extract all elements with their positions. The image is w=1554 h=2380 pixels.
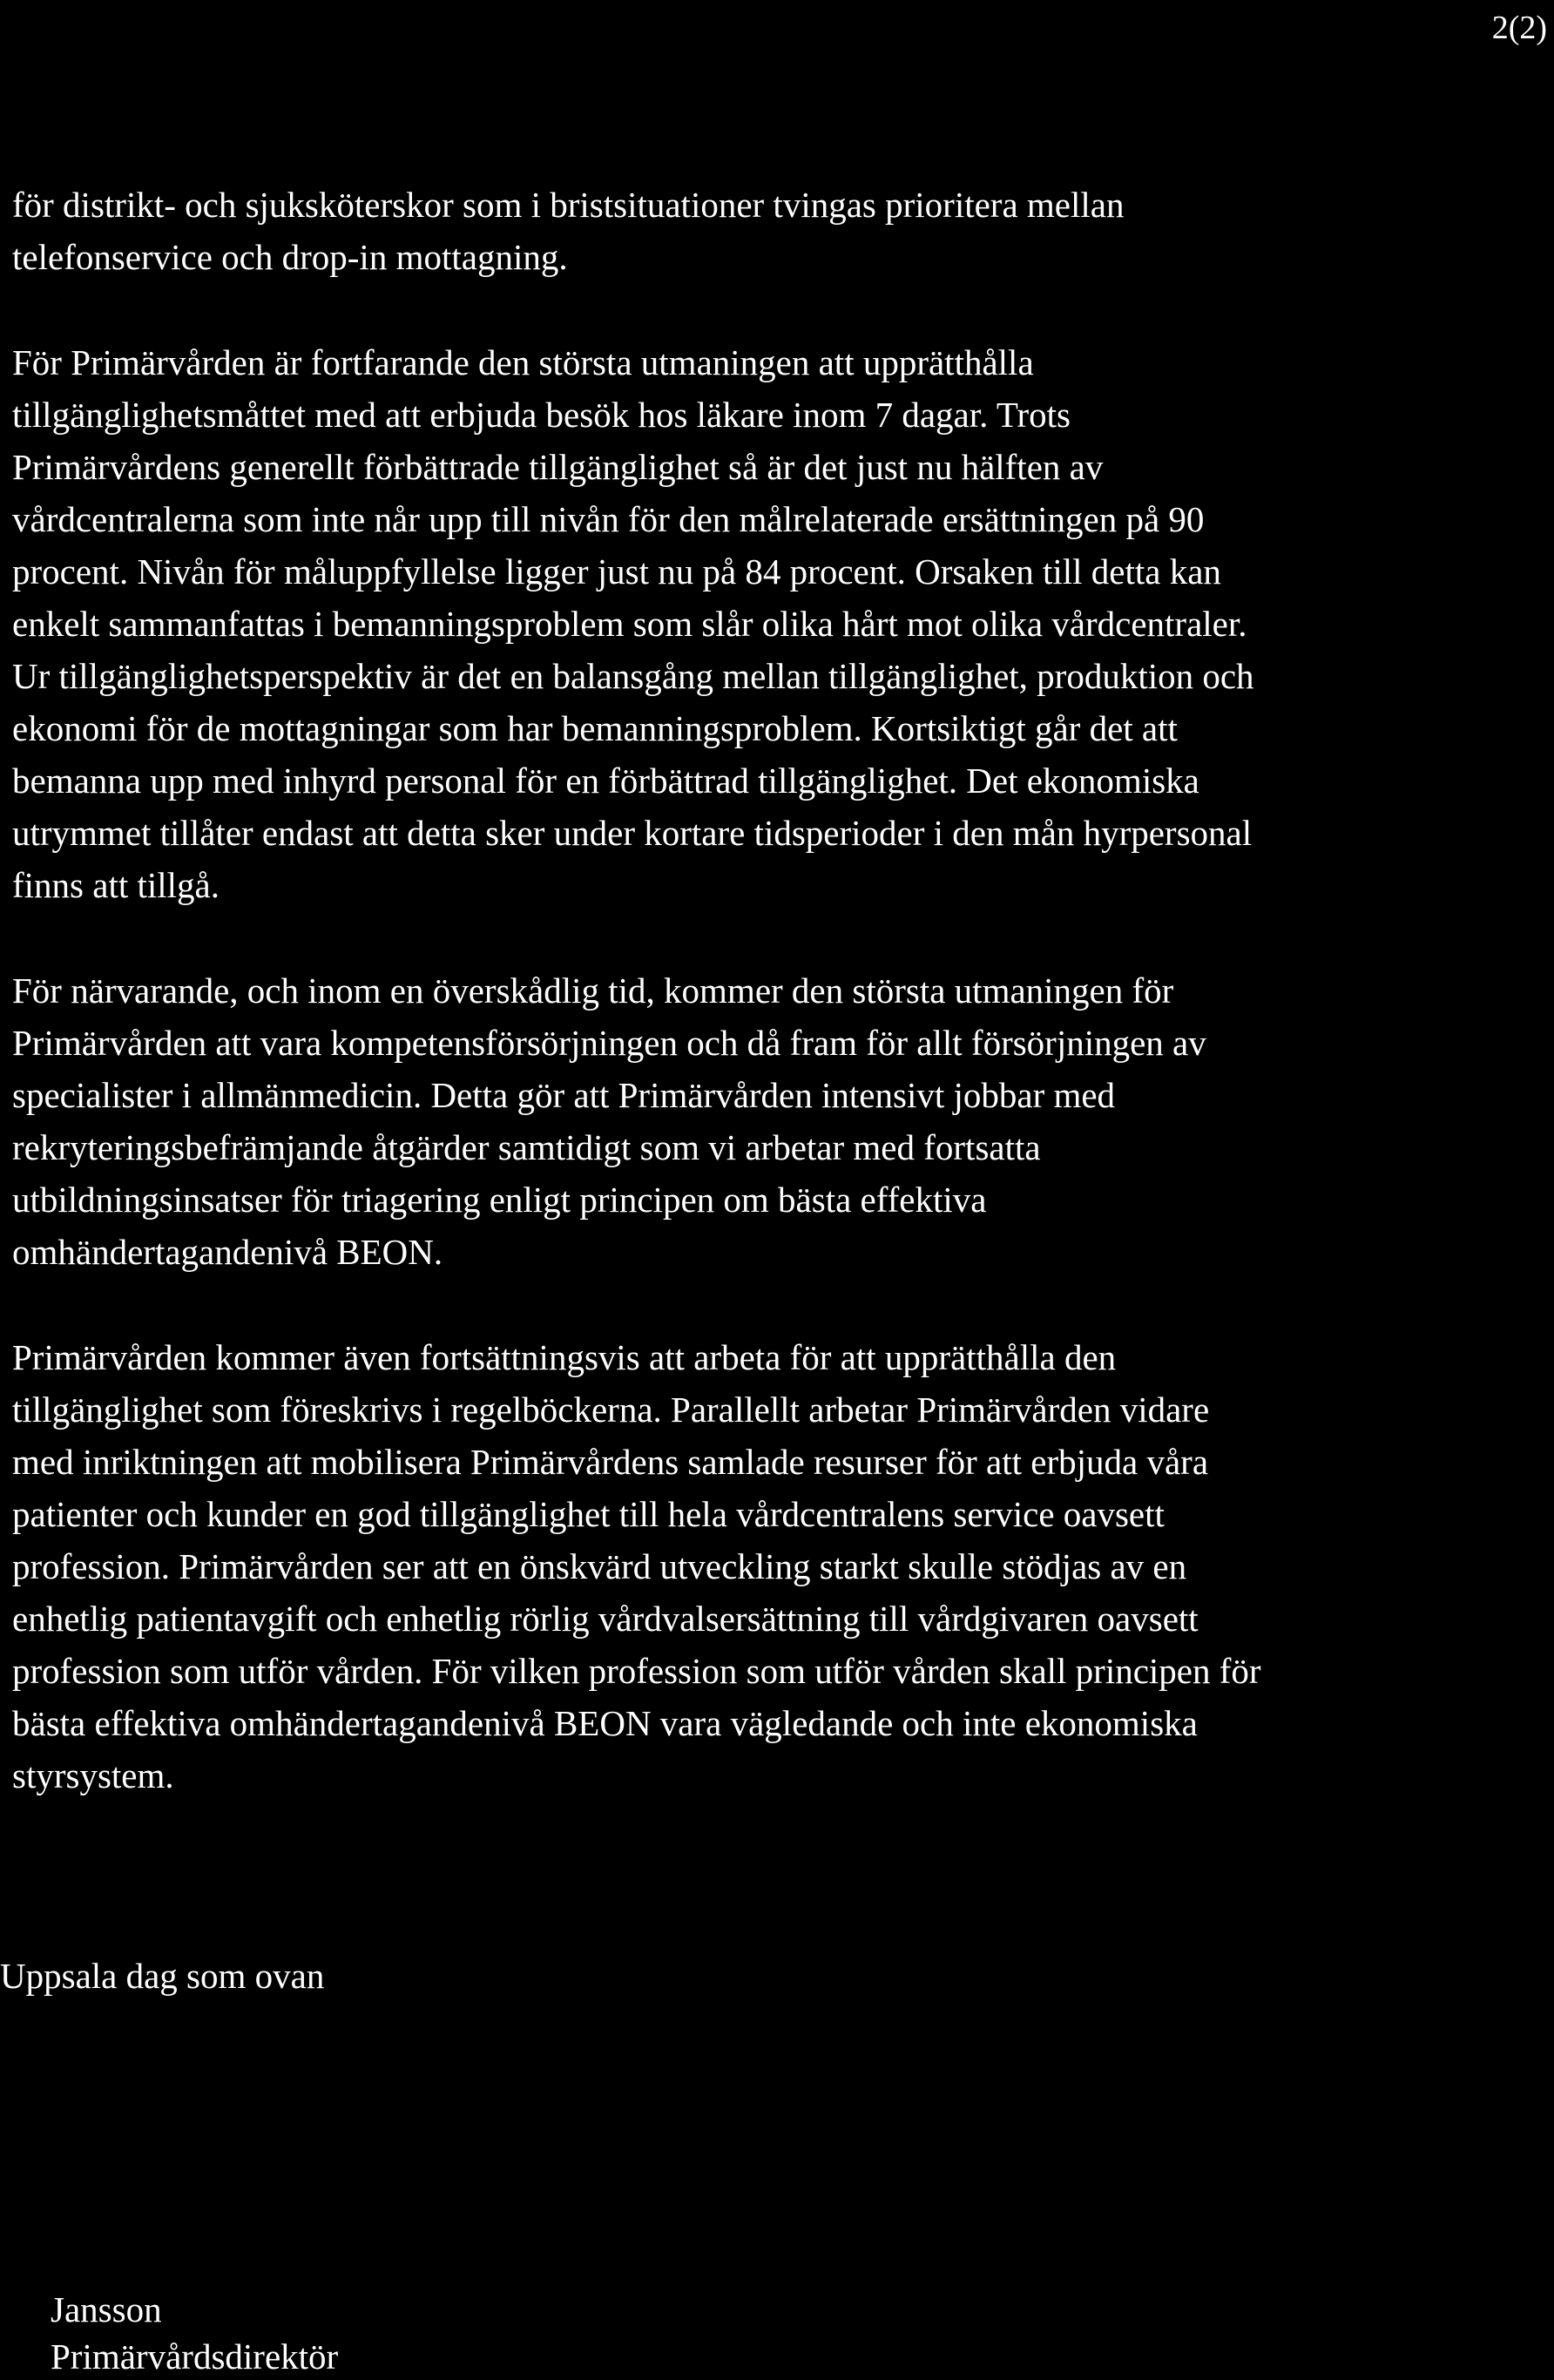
- text-line: bästa effektiva omhändertagandenivå BEON vara vägledande och inte ekonomiska: [12, 1703, 1198, 1743]
- text-line: bemanna upp med inhyrd personal för en förbättrad tillgänglighet. Det ekonomiska: [12, 761, 1199, 801]
- text-line: rekryteringsbefrämjande åtgärder samtidigt som vi arbetar med fortsatta: [12, 1127, 1041, 1167]
- text-line: profession som utför vården. För vilken profession som utför vården skall principen för: [12, 1651, 1261, 1691]
- text-line: profession. Primärvården ser att en önskvärd utveckling starkt skulle stödjas av en: [12, 1546, 1187, 1586]
- text-line: tillgänglighetsmåttet med att erbjuda besök hos läkare inom 7 dagar. Trots: [12, 395, 1071, 435]
- text-line: med inriktningen att mobilisera Primärvårdens samlade resurser för att erbjuda våra: [12, 1442, 1209, 1482]
- text-line: patienter och kunder en god tillgänglighet till hela vårdcentralens service oavsett: [12, 1494, 1165, 1534]
- text-line: utrymmet tillåter endast att detta sker under kortare tidsperioder i den mån hyrpersonal: [12, 813, 1253, 853]
- paragraph-2: [12, 336, 1547, 911]
- text-line: styrsystem.: [12, 1755, 174, 1795]
- text-line: telefonservice och drop-in mottagning.: [12, 237, 568, 277]
- paragraph-4: [12, 1331, 1547, 1802]
- text-line: ekonomi för de mottagningar som har bemanningsproblem. Kortsiktigt går det att: [12, 708, 1178, 748]
- text-line: för distrikt- och sjuksköterskor som i bristsituationer tvingas prioritera mellan: [12, 185, 1125, 225]
- text-line: utbildningsinsatser för triagering enligt principen om bästa effektiva: [12, 1180, 987, 1220]
- text-line: Primärvårdens generellt förbättrade tillgänglighet så är det just nu hälften av: [12, 447, 1104, 487]
- text-line: Primärvården att vara kompetensförsörjningen och då fram för allt försörjningen av: [12, 1023, 1206, 1063]
- paragraph-1: [12, 179, 1547, 283]
- paragraph-3: [12, 964, 1547, 1278]
- text-line: tillgänglighet som föreskrivs i regelböckerna. Parallellt arbetar Primärvården vidare: [12, 1389, 1210, 1430]
- text-line: procent. Nivån för måluppfyllelse ligger just nu på 84 procent. Orsaken till detta kan: [12, 551, 1221, 592]
- text-line: omhändertagandenivå BEON.: [12, 1232, 443, 1272]
- signatory-name: Jansson: [51, 2289, 162, 2329]
- signatory-title: Primärvårdsdirektör: [51, 2336, 339, 2377]
- text-line: För Primärvården är fortfarande den största utmaningen att upprätthålla: [12, 342, 1034, 382]
- place-date: Uppsala dag som ovan: [0, 1956, 325, 1996]
- text-line: specialister i allmänmedicin. Detta gör att Primärvården intensivt jobbar med: [12, 1075, 1116, 1115]
- text-line: enkelt sammanfattas i bemanningsproblem som slår olika hårt mot olika vårdcentraler.: [12, 604, 1247, 644]
- text-line: vårdcentralerna som inte når upp till nivån för den målrelaterade ersättningen på 90: [12, 499, 1205, 539]
- page-number: 2(2): [1491, 10, 1547, 46]
- text-line: finns att tillgå.: [12, 865, 220, 905]
- text-line: Ur tillgänglighetsperspektiv är det en balansgång mellan tillgänglighet, produktion och: [12, 656, 1254, 696]
- body-text: [12, 179, 1547, 1855]
- text-line: För närvarande, och inom en överskådlig tid, kommer den största utmaningen för: [12, 970, 1174, 1011]
- text-line: enhetlig patientavgift och enhetlig rörlig vårdvalsersättning till vårdgivaren oavsett: [12, 1599, 1199, 1639]
- text-line: Primärvården kommer även fortsättningsvis att arbeta för att upprätthålla den: [12, 1337, 1117, 1377]
- signature-block: [51, 2286, 338, 2380]
